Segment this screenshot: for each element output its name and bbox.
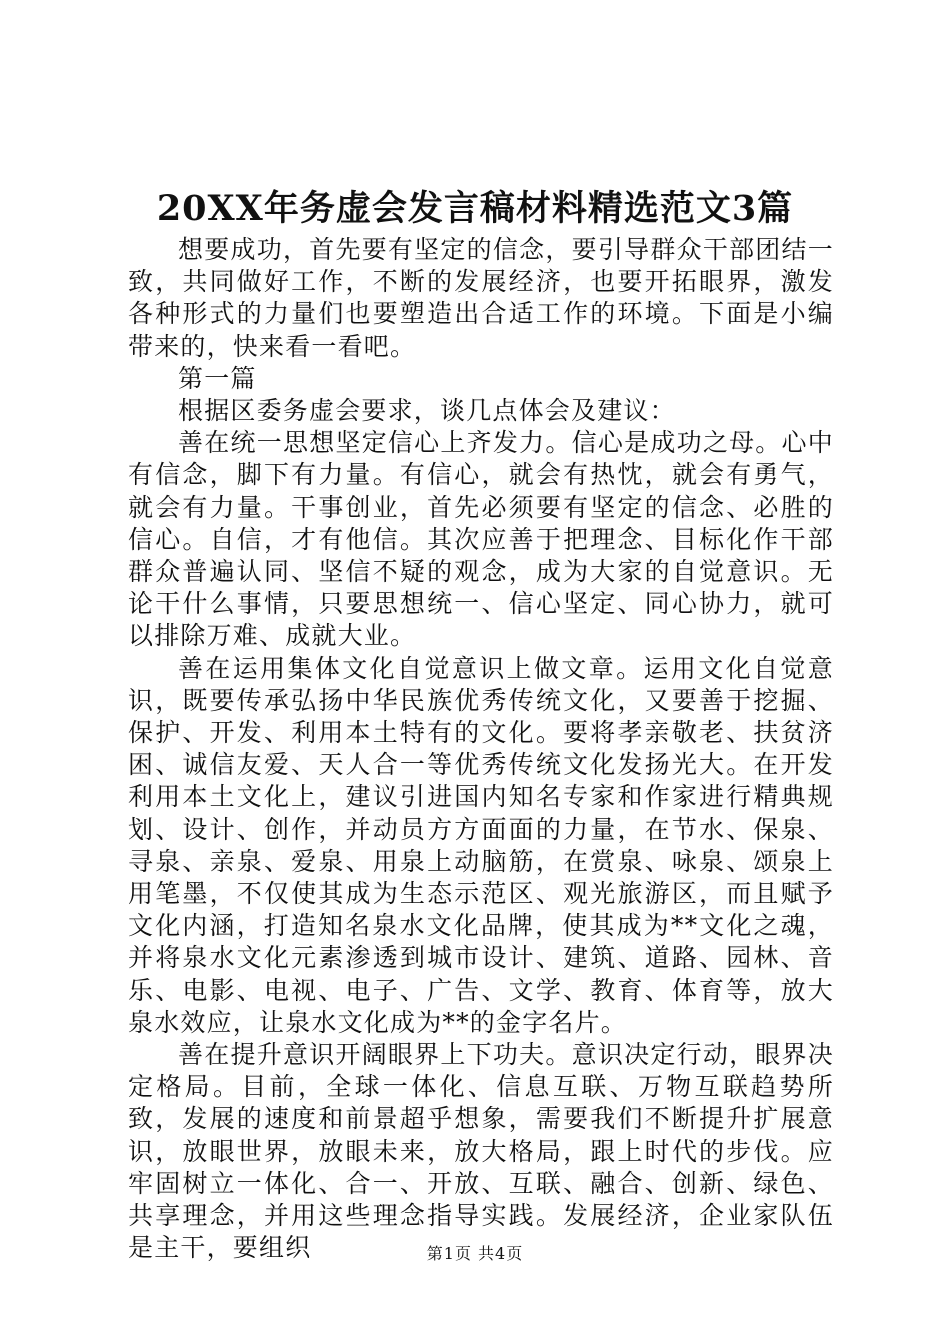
body-paragraph: 善在运用集体文化自觉意识上做文章。运用文化自觉意识，既要传承弘扬中华民族优秀传统文化，又要善于挖掘、保护、开发、利用本土特有的文化。要将孝亲敬老、扶贫济困、诚信友爱、天人合一等优秀传统文化发扬光大。在开发利用本土文化上，建议引进国内知名专家和作家进行精典规划、设计、创作，并动员方方面面的力量，在节水、保泉、寻泉、亲泉、爱泉、用泉上动脑筋，在赏泉、咏泉、颂泉上用笔墨，不仅使其成为生态示范区、观光旅游区，而且赋予文化内涵，打造知名泉水文化品牌，使其成为**文化之魂，并将泉水文化元素渗透到城市设计、建筑、道路、园林、音乐、电影、电视、电子、广告、文学、教育、体育等，放大泉水效应，让泉水文化成为**的金字名片。 — [128, 653, 834, 1037]
section-heading: 第一篇 — [178, 363, 257, 393]
document-body — [128, 234, 834, 1265]
body-paragraph: 根据区委务虚会要求，谈几点体会及建议： — [178, 396, 676, 426]
page-number: 第1页 共4页 — [426, 1244, 524, 1263]
intro-paragraph: 想要成功，首先要有坚定的信念，要引导群众干部团结一致，共同做好工作，不断的发展经济，也要开拓眼界，激发各种形式的力量们也要塑造出合适工作的环境。下面是小编带来的，快来看一看吧。 — [128, 235, 834, 361]
body-paragraph: 善在提升意识开阔眼界上下功夫。意识决定行动，眼界决定格局。目前，全球一体化、信息互联、万物互联趋势所致，发展的速度和前景超乎想象，需要我们不断提升扩展意识，放眼世界，放眼未来，放大格局，跟上时代的步伐。应牢固树立一体化、合一、开放、互联、融合、创新、绿色、共享理念，并用这些理念指导实践。发展经济，企业家队伍是主干，要组织 — [128, 1040, 834, 1263]
body-paragraph: 善在统一思想坚定信心上齐发力。信心是成功之母。心中有信念，脚下有力量。有信心，就会有热忱，就会有勇气，就会有力量。干事创业，首先必须要有坚定的信念、必胜的信心。自信，才有他信。其次应善于把理念、目标化作干部群众普遍认同、坚信不疑的观念，成为大家的自觉意识。无论干什么事情，只要思想统一、信心坚定、同心协力，就可以排除万难、成就大业。 — [128, 428, 834, 651]
document-title: 20XX年务虚会发言稿材料精选范文3篇 — [156, 188, 794, 229]
